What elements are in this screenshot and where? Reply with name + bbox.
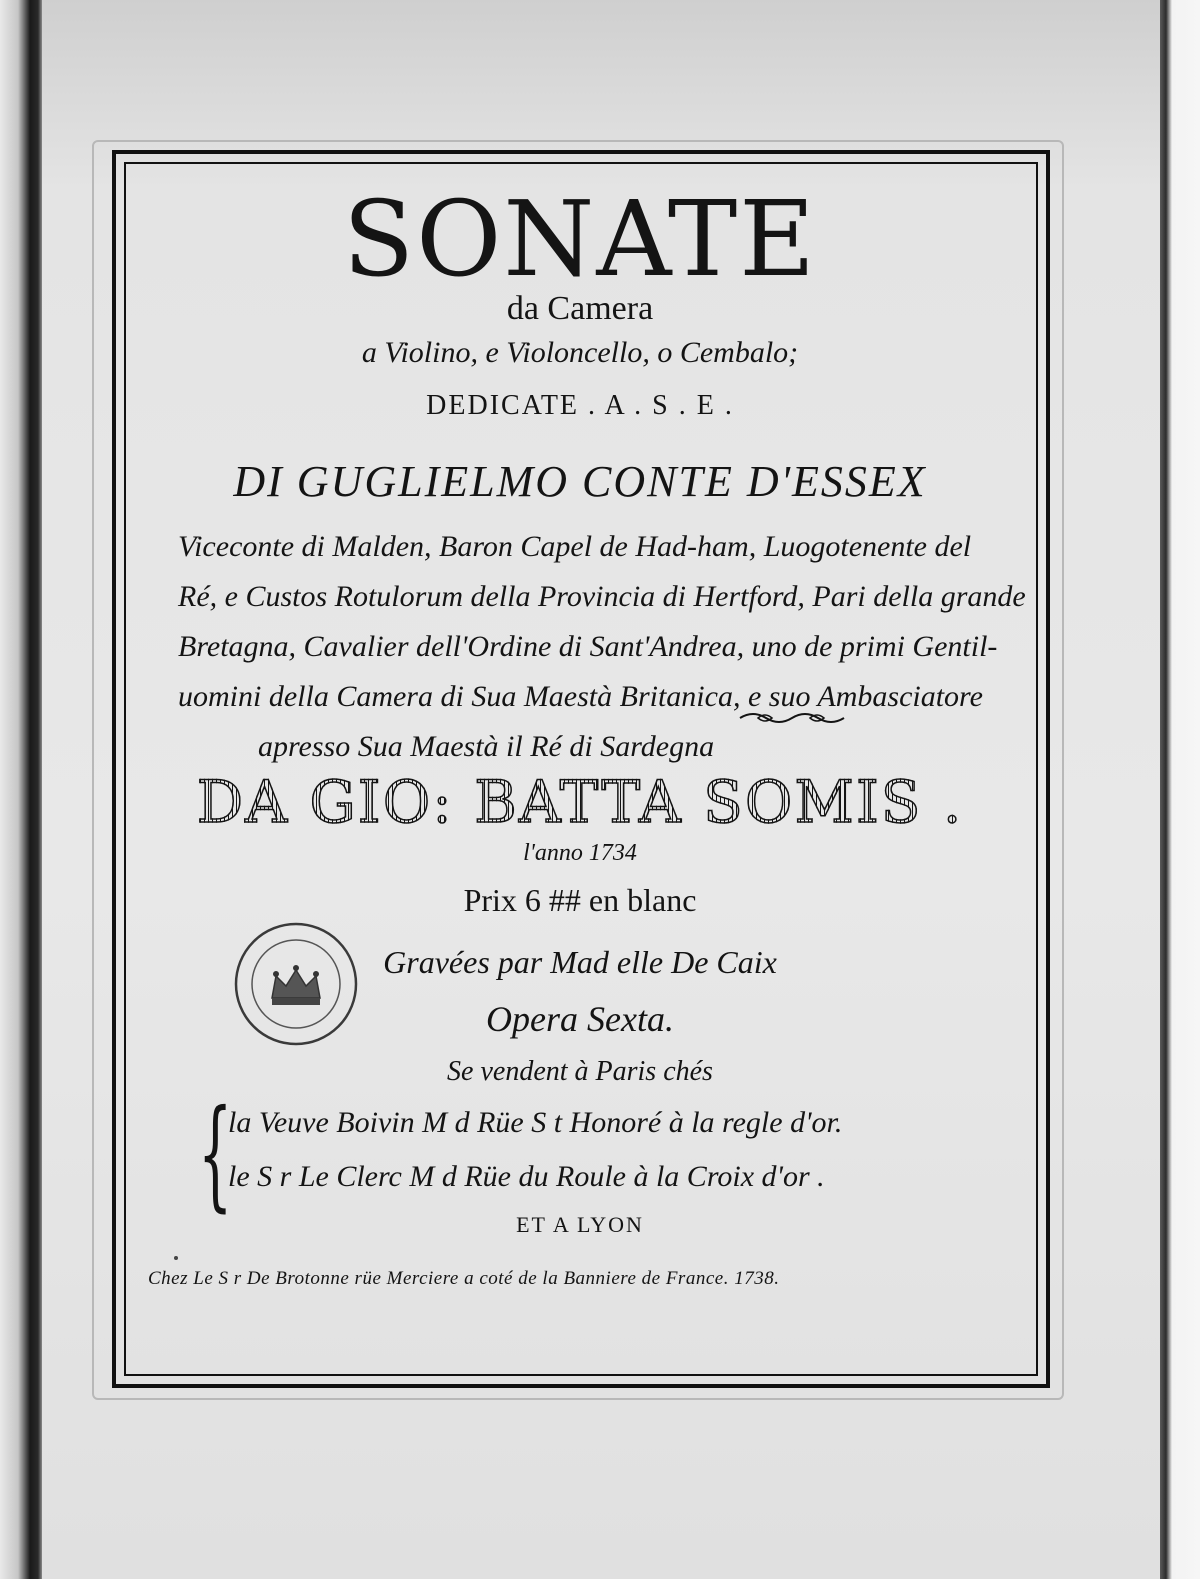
composer-name: DA GIO: BATTA SOMIS .	[140, 768, 1020, 836]
seller-line: la Veuve Boivin M d Rüe S t Honoré à la regle d'or.	[228, 1106, 843, 1139]
subtitle-camera: da Camera	[506, 290, 654, 327]
binding-gutter	[0, 0, 42, 1579]
dedicatee-name: DI GUGLIELMO CONTE D'ESSEX	[233, 457, 927, 506]
dedicatee-titles-line: Ré, e Custos Rotulorum della Provincia di Hertford, Pari della grande	[178, 580, 1026, 613]
dedication-heading: DEDICATE . A . S . E .	[426, 390, 734, 421]
sold-at-line: Se vendent à Paris chés	[447, 1056, 713, 1087]
opus-line: Opera Sexta.	[486, 999, 674, 1039]
library-stamp-crown-icon	[232, 920, 360, 1048]
price-line: Prix 6 ## en blanc	[463, 882, 697, 918]
dedicatee-titles-line: uomini della Camera di Sua Maestà Britanica, e suo Ambasciatore	[178, 680, 983, 713]
lyon-seller-line: Chez Le S r De Brotonne rüe Merciere a coté de la Banniere de France. 1738.	[148, 1268, 780, 1289]
seller-line: le S r Le Clerc M d Rüe du Roule à la Croix d'or .	[228, 1160, 825, 1193]
engraver-line: Gravées par Mad elle De Caix	[383, 944, 777, 980]
dedicatee-titles-line: Viceconte di Malden, Baron Capel de Had-ham, Luogotenente del	[178, 530, 972, 563]
ink-dot	[174, 1256, 178, 1260]
page-edge	[1160, 0, 1200, 1579]
flourish-ornament-icon	[738, 708, 848, 728]
brace-icon: {	[198, 1085, 233, 1224]
year-line: l'anno 1734	[523, 840, 637, 866]
instrumentation: a Violino, e Violoncello, o Cembalo;	[361, 336, 799, 369]
dedicatee-titles-line: apresso Sua Maestà il Ré di Sardegna	[258, 730, 715, 763]
dedicatee-titles-line: Bretagna, Cavalier dell'Ordine di Sant'Andrea, uno de primi Gentil-	[178, 630, 998, 663]
page-title: SONATE	[342, 178, 818, 300]
lyon-heading: ET A LYON	[516, 1212, 644, 1237]
